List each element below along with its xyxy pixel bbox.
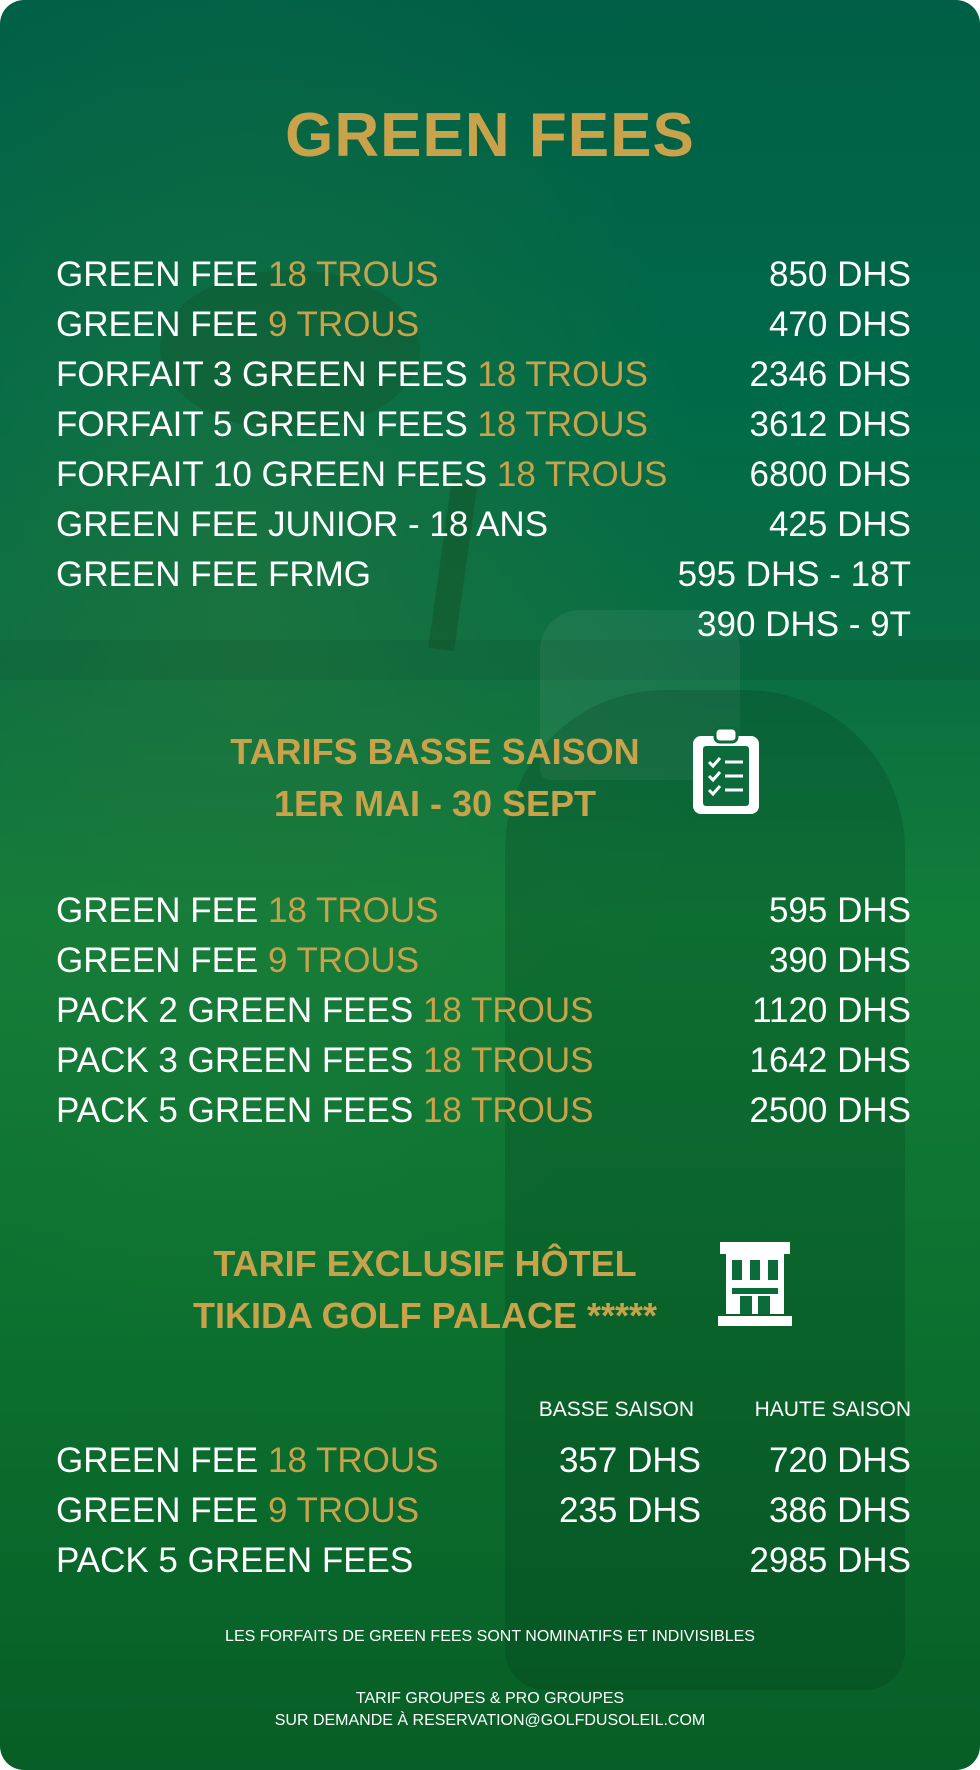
row-price-low-season: 235 DHS — [558, 1491, 701, 1530]
clipboard-checklist-icon — [690, 724, 766, 816]
price-row — [56, 350, 911, 400]
group-rates-note: TARIF GROUPES & PRO GROUPES SUR DEMANDE À RESERVATION@GOLFDUSOLEIL.COM — [274, 1690, 706, 1729]
row-label: GREEN FEE 18 TROUS — [56, 255, 439, 294]
price-row — [56, 550, 911, 600]
package-note: LES FORFAITS DE GREEN FEES SONT NOMINATIFS ET INDIVISIBLES — [225, 1628, 755, 1645]
row-price-high-season: 386 DHS — [768, 1491, 911, 1530]
price-row — [56, 600, 911, 650]
column-header-low-season: BASSE SAISON — [538, 1398, 694, 1421]
row-price: 425 DHS — [768, 505, 911, 544]
row-label: GREEN FEE 9 TROUS — [56, 305, 420, 344]
hotel-price-row — [56, 1536, 911, 1586]
row-price: 390 DHS — [768, 941, 911, 980]
page-title: GREEN FEES — [285, 101, 695, 170]
row-label: GREEN FEE 9 TROUS — [56, 1491, 420, 1530]
row-price: 2346 DHS — [749, 355, 911, 394]
row-label: GREEN FEE 9 TROUS — [56, 941, 420, 980]
column-header-high-season: HAUTE SAISON — [754, 1398, 911, 1421]
row-label: FORFAIT 10 GREEN FEES 18 TROUS — [56, 455, 668, 494]
row-label: PACK 2 GREEN FEES 18 TROUS — [56, 991, 594, 1030]
row-label: PACK 3 GREEN FEES 18 TROUS — [56, 1041, 594, 1080]
row-price: 470 DHS — [768, 305, 911, 344]
row-price: 6800 DHS — [749, 455, 911, 494]
price-row — [56, 986, 911, 1036]
price-row — [56, 500, 911, 550]
hotel-price-row — [56, 1436, 911, 1486]
row-price: 2500 DHS — [749, 1091, 911, 1130]
row-price: 3612 DHS — [749, 405, 911, 444]
price-row — [56, 1086, 911, 1136]
price-row — [56, 1036, 911, 1086]
hotel-heading: TARIF EXCLUSIF HÔTEL TIKIDA GOLF PALACE ***** — [192, 1243, 658, 1336]
hotel-building-icon — [718, 1240, 792, 1330]
row-label: PACK 5 GREEN FEES 18 TROUS — [56, 1091, 594, 1130]
row-price-low-season: 357 DHS — [558, 1441, 701, 1480]
row-price: 850 DHS — [768, 255, 911, 294]
low-season-heading: TARIFS BASSE SAISON 1ER MAI - 30 SEPT — [230, 731, 640, 824]
price-row — [56, 250, 911, 300]
price-row — [56, 886, 911, 936]
price-row — [56, 300, 911, 350]
price-row — [56, 450, 911, 500]
row-label: GREEN FEE 18 TROUS — [56, 891, 439, 930]
row-price: 595 DHS — [768, 891, 911, 930]
row-price: 390 DHS - 9T — [697, 605, 911, 644]
price-row — [56, 400, 911, 450]
hotel-price-row — [56, 1486, 911, 1536]
row-price: 1642 DHS — [749, 1041, 911, 1080]
row-label: GREEN FEE 18 TROUS — [56, 1441, 439, 1480]
row-label: GREEN FEE FRMG — [56, 555, 372, 594]
row-label: GREEN FEE JUNIOR - 18 ANS — [56, 505, 549, 544]
row-price: 595 DHS - 18T — [677, 555, 911, 594]
row-price: 1120 DHS — [752, 991, 911, 1030]
row-label: FORFAIT 5 GREEN FEES 18 TROUS — [56, 405, 648, 444]
row-price-high-season: 2985 DHS — [749, 1541, 911, 1580]
row-label: FORFAIT 3 GREEN FEES 18 TROUS — [56, 355, 648, 394]
row-label: PACK 5 GREEN FEES — [56, 1541, 414, 1580]
price-row — [56, 936, 911, 986]
row-price-high-season: 720 DHS — [768, 1441, 911, 1480]
